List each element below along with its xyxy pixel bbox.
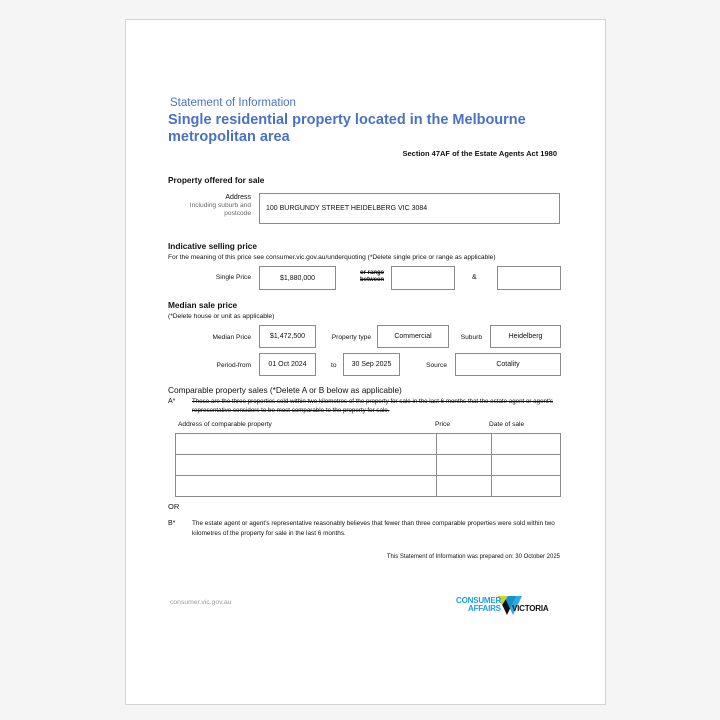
act-reference: Section 47AF of the Estate Agents Act 1980 (402, 149, 557, 158)
cell-date[interactable] (492, 455, 561, 476)
document-subtitle: Statement of Information (170, 97, 296, 109)
address-hint: Including suburb and postcode (189, 202, 251, 217)
single-price-label: Single Price (215, 274, 251, 281)
range-label-line1: or range (359, 270, 384, 276)
or-label: OR (168, 502, 180, 511)
table-row (176, 434, 561, 455)
property-type-label: Property type (331, 334, 371, 341)
range-label-line2: between (359, 277, 384, 283)
median-price-field[interactable]: $1,472,500 (259, 325, 316, 348)
col-header-price: Price (435, 421, 451, 428)
single-price-field[interactable]: $1,880,000 (259, 266, 336, 290)
footer-url[interactable]: consumer.vic.gov.au (170, 599, 232, 606)
period-from-field[interactable]: 01 Oct 2024 (259, 353, 316, 376)
period-from-label: Period-from (216, 362, 251, 369)
property-type-field[interactable]: Commercial (377, 325, 449, 348)
option-a-marker: A* (168, 398, 176, 405)
logo-text-victoria: VICTORIA (512, 604, 549, 613)
median-price-label: Median Price (212, 334, 251, 341)
consumer-affairs-victoria-logo (456, 593, 566, 623)
median-heading: Median sale price (168, 300, 238, 310)
option-b-marker: B* (168, 520, 176, 527)
cell-address[interactable] (176, 476, 437, 497)
logo-text-consumer: CONSUMER (456, 596, 502, 605)
cell-address[interactable] (176, 455, 437, 476)
cell-price[interactable] (437, 434, 492, 455)
source-label: Source (426, 362, 447, 369)
option-a-text: These are the three properties sold within two kilometres of the property for sale in the last 6 months that the estate agent or agent's representative considers to be most comparable to the property for sale. (192, 398, 553, 414)
comparable-heading: Comparable property sales (*Delete A or B below as applicable) (168, 385, 402, 395)
range-label (352, 270, 392, 284)
cell-address[interactable] (176, 434, 437, 455)
indicative-heading: Indicative selling price (168, 241, 257, 251)
option-b-text: The estate agent or agent's representative reasonably believes that fewer than three comparable properties were sold within two kilometres of the property for sale in the last 6 months. (192, 520, 555, 537)
suburb-field[interactable]: Heidelberg (490, 325, 561, 348)
suburb-label: Suburb (460, 334, 482, 341)
cell-price[interactable] (437, 476, 492, 497)
document-title: Single residential property located in the Melbourne metropolitan area (168, 112, 526, 145)
range-to-field[interactable] (497, 266, 561, 290)
property-heading: Property offered for sale (168, 175, 265, 185)
table-row (176, 476, 561, 497)
indicative-note: For the meaning of this price see consumer.vic.gov.au/underquoting (*Delete single price or range as applicable) (168, 254, 496, 261)
cell-date[interactable] (492, 476, 561, 497)
range-from-field[interactable] (391, 266, 455, 290)
table-row (176, 455, 561, 476)
period-to-label: to (331, 362, 337, 369)
col-header-date: Date of sale (489, 421, 525, 428)
comparable-table (175, 433, 561, 497)
median-note: (*Delete house or unit as applicable) (168, 313, 275, 320)
address-field[interactable]: 100 BURGUNDY STREET HEIDELBERG VIC 3084 (259, 193, 560, 224)
cell-price[interactable] (437, 455, 492, 476)
address-label: Address (225, 194, 251, 201)
document-page (125, 19, 606, 705)
range-ampersand: & (472, 274, 477, 281)
logo-text-affairs: AFFAIRS (468, 604, 501, 613)
col-header-address: Address of comparable property (178, 421, 272, 428)
prepared-date: This Statement of Information was prepared on: 30 October 2025 (386, 554, 560, 560)
source-field[interactable]: Cotality (455, 353, 561, 376)
cell-date[interactable] (492, 434, 561, 455)
period-to-field[interactable]: 30 Sep 2025 (343, 353, 400, 376)
